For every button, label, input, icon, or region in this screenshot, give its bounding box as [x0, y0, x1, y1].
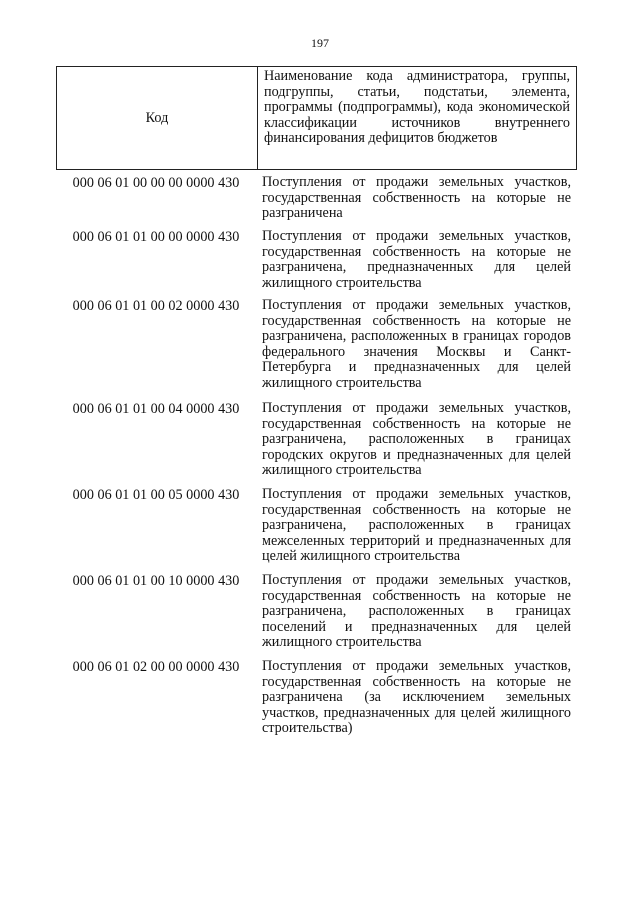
- row-description: Поступления от продажи земельных участков, государственная собственность на которые не разграничена, расположенных в границах поселений и предназначенных для целей жилищного строительства: [262, 572, 571, 651]
- table-row: [56, 659, 577, 749]
- row-code: 000 06 01 01 00 10 0000 430: [72, 573, 240, 589]
- row-code: 000 06 01 02 00 00 0000 430: [72, 659, 240, 675]
- table-body: [56, 175, 577, 749]
- code-column-header: Код: [57, 67, 258, 169]
- row-code: 000 06 01 00 00 00 0000 430: [72, 175, 240, 191]
- row-description: Поступления от продажи земельных участков, государственная собственность на которые не разграничена, расположенных в границах городских округов и предназначенных для целей жилищного строительства: [262, 400, 571, 479]
- row-code: 000 06 01 01 00 00 0000 430: [72, 229, 240, 245]
- table-row: [56, 401, 577, 487]
- row-description: Поступления от продажи земельных участков, государственная собственность на которые не разграничена, предназначенных для целей жилищного строительства: [262, 228, 571, 291]
- row-description: Поступления от продажи земельных участков, государственная собственность на которые не разграничена, расположенных в границах городов федерального значения Москвы и Санкт-Петербурга и предназначенных для целей жилищного строительства: [262, 297, 571, 391]
- table-row: [56, 229, 577, 298]
- row-description: Поступления от продажи земельных участков, государственная собственность на которые не разграничена, расположенных в границах межселенных территорий и предназначенных для целей жилищного строительства: [262, 486, 571, 565]
- row-code: 000 06 01 01 00 04 0000 430: [72, 401, 240, 417]
- table-row: [56, 487, 577, 573]
- row-description: Поступления от продажи земельных участков, государственная собственность на которые не разграничена: [262, 174, 571, 222]
- row-code: 000 06 01 01 00 05 0000 430: [72, 487, 240, 503]
- row-code: 000 06 01 01 00 02 0000 430: [72, 298, 240, 314]
- table-row: [56, 298, 577, 401]
- page-number: 197: [311, 36, 329, 50]
- name-column-header: Наименование кода администратора, группы, подгруппы, статьи, подстатьи, элемента, программы (подпрограммы), кода экономической классификации источников внутреннего финансирования дефицитов бюджетов: [264, 68, 570, 147]
- table-header: [56, 66, 577, 170]
- table-row: [56, 175, 577, 229]
- table-row: [56, 573, 577, 659]
- row-description: Поступления от продажи земельных участков, государственная собственность на которые не разграничена (за исключением земельных участков, предназначенных для целей жилищного строительства): [262, 658, 571, 737]
